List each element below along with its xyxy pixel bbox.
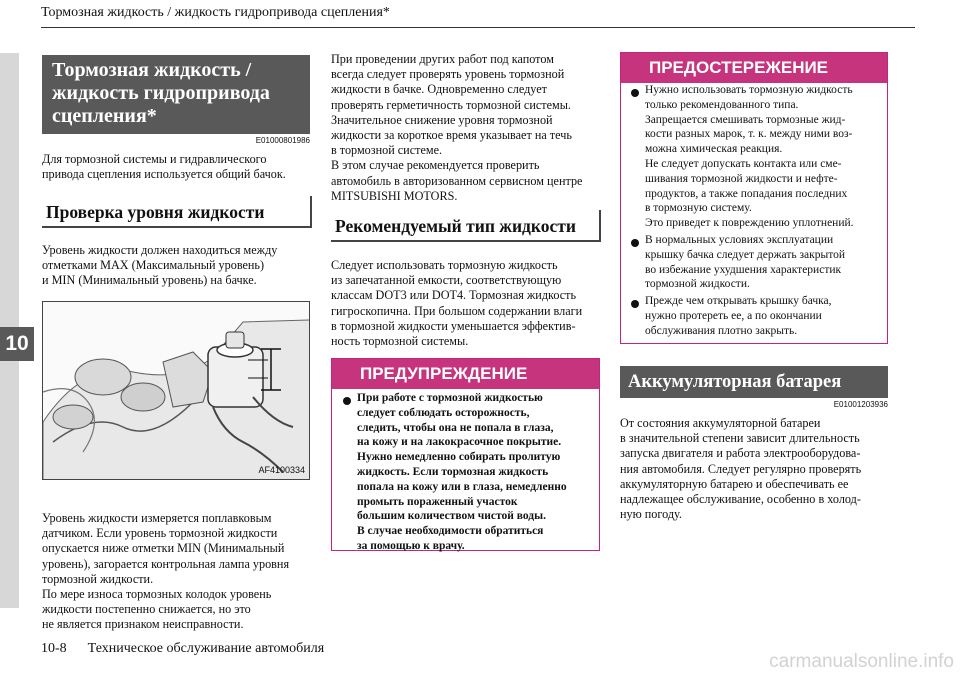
caution-header — [621, 53, 887, 83]
section-check-title: Проверка уровня жидкости — [42, 196, 312, 228]
chapter-title: Техническое обслуживание автомобиля — [87, 641, 325, 656]
caution-item-3: Прежде чем открывать крышку бачка, нужно протереть ее, а по окончании обслуживания плотно закрыть. — [645, 295, 832, 337]
caution-bullet-icon — [631, 89, 639, 97]
float-sensor-text: Уровень жидкости измеряется поплавковым датчиком. Если уровень тормозной жидкости опускается ниже отметки MIN (Минимальный уровень), загорается контрольная лампа уровня тормозной жидкости. По мере износа тормозных колодок уровень жидкости постепенно снижается, но это не является признаком неисправности. — [42, 511, 290, 632]
intro-text: Для тормозной системы и гидравлического привода сцепления используется общий бачок. — [42, 152, 286, 182]
section-fluid-type-title: Рекомендуемый тип жидкости — [331, 210, 601, 242]
figure-caption: AF4100334 — [258, 465, 305, 475]
middle-top-text: При проведении других работ под капотом всегда следует проверять уровень тормозной жидкости в бачке. Одновременно следует проверять герметичность тормозной системы. Значительное снижение уровня тормозной жидкости за короткое время указывает на течь в тормозной системе. В этом случае рекомендуется проверить автомобиль в авторизованном сервисном центре MITSUBISHI MOTORS. — [331, 52, 583, 203]
section-fluid-type-text: Следует использовать тормозную жидкость из запечатанной емкости, соответствующую классам DOT3 или DOT4. Тормозная жидкость гигроскопична. При большом содержании влаги в тормозной жидкости уменьшается эффектив- ность тормозной системы. — [331, 258, 583, 349]
header-rule — [41, 27, 915, 28]
engine-figure — [42, 301, 310, 480]
main-title: Тормозная жидкость / жидкость гидропривода сцепления* — [42, 55, 310, 134]
battery-title: Аккумуляторная батарея — [620, 366, 888, 398]
footer — [41, 641, 324, 657]
caution-box — [620, 52, 888, 344]
chapter-tab: 10 — [0, 327, 34, 361]
caution-label: ПРЕДОСТЕРЕЖЕНИЕ — [649, 58, 829, 77]
warning-label: ПРЕДУПРЕЖДЕНИЕ — [360, 364, 528, 383]
page-number: 10-8 — [41, 641, 67, 656]
caution-item-1: Нужно использовать тормозную жидкость только рекомендованного типа. Запрещается смешивать тормозные жид- кости разных марок, т. к. между ними воз- можна химическая реакция. Не следует допускать контакта или сме- шивания тормозной жидкости и нефте- продуктов, а также попадания последних в тормозную систему. Это приведет к повреждению уплотнений. — [645, 84, 854, 230]
warning-bullet-icon — [343, 397, 351, 405]
running-header: Тормозная жидкость / жидкость гидропривода сцепления* — [41, 5, 390, 20]
section-check-text: Уровень жидкости должен находиться между отметками MAX (Максимальный уровень) и MIN (Минимальный уровень) на бачке. — [42, 243, 278, 288]
caution-item-2: В нормальных условиях эксплуатации крышку бачка следует держать закрытой во избежание ухудшения характеристик тормозной жидкости. — [645, 234, 845, 291]
caution-bullet-icon — [631, 239, 639, 247]
battery-code: E01001203936 — [833, 400, 888, 409]
engine-illustration — [43, 302, 310, 480]
warning-header — [332, 359, 599, 389]
warning-text: При работе с тормозной жидкостью следует соблюдать осторожность, следить, чтобы она не попала в глаза, на кожу и на лакокрасочное покрытие. Нужно немедленно собирать пролитую жидкость. Если тормозная жидкость попала на кожу или в глаза, немедленно промыть пораженный участок большим количеством чистой воды. В случае необходимости обратиться за помощью к врачу. — [357, 392, 567, 552]
main-code: E01000801986 — [255, 136, 310, 145]
caution-bullet-icon — [631, 300, 639, 308]
watermark: carmanualsonline.info — [769, 651, 954, 672]
battery-text: От состояния аккумуляторной батареи в значительной степени зависит длительность запуска двигателя и работа электрооборудова- ния автомобиля. Следует регулярно проверять аккумуляторную батарею и обеспечивать ее надлежащее обслуживание, особенно в холод- ную погоду. — [620, 416, 862, 522]
warning-box — [331, 358, 600, 551]
